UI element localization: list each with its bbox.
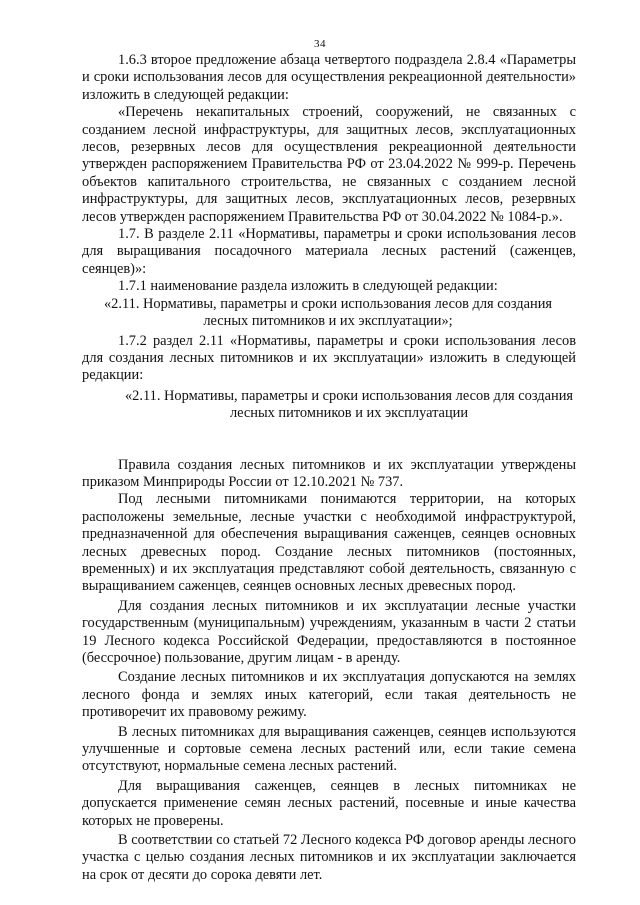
paragraph-lease-term: В соответствии со статьей 72 Лесного кодекса РФ договор аренды лесного участка с целью создания лесных питомников и их эксплуатации заключается на срок от десяти до сорока девяти лет. <box>82 832 576 883</box>
paragraph-1-6-3: 1.6.3 второе предложение абзаца четвертого подраздела 2.8.4 «Параметры и сроки использования лесов для осуществления рекреационной деятельности» изложить в следующей редакции: <box>82 52 576 103</box>
paragraph-1-7-2: 1.7.2 раздел 2.11 «Нормативы, параметры и сроки использования лесов для создания лесных питомников и их эксплуатации» изложить в следующей редакции: <box>82 332 576 384</box>
page-number: 34 <box>314 38 326 50</box>
spacer <box>82 423 576 457</box>
paragraph-quoted-list: «Перечень некапитальных строений, сооружений, не связанных с созданием лесной инфраструктуры, для защитных лесов, эксплуатационных лесов, резервных лесов для осуществления рекреационной деятельности утвержден распоряжением Правительства РФ от 23.04.2022 № 999-р. Перечень объектов капитального строительства, не связанных с созданием лесной инфраструктуры, для защитных лесов, эксплуатационных лесов, резервных лесов утвержден распоряжением Правительства РФ от 30.04.2022 № 1084-р.». <box>82 104 576 225</box>
document-body <box>82 52 576 884</box>
section-title-quote: «2.11. Нормативы, параметры и сроки использования лесов для создания лесных питомников и их эксплуатации»; <box>103 295 553 330</box>
paragraph-1-7: 1.7. В разделе 2.11 «Нормативы, параметры и сроки использования лесов для выращивания посадочного материала лесных растений (саженцев, сеянцев)»: <box>82 226 576 277</box>
paragraph-seed-restriction: Для выращивания саженцев, сеянцев в лесных питомниках не допускается применение семян лесных растений, посевные и иные качества которых не проверены. <box>82 777 576 829</box>
paragraph-1-7-1: 1.7.1 наименование раздела изложить в следующей редакции: <box>118 278 498 295</box>
paragraph-seeds: В лесных питомниках для выращивания саженцев, сеянцев используются улучшенные и сортовые семена лесных растений или, если такие семена отсутствуют, нормальные семена лесных растений. <box>82 723 576 775</box>
paragraph-definition: Под лесными питомниками понимаются территории, на которых расположены земельные, лесные участки с необходимой инфраструктурой, предназначенной для обеспечения выращивания саженцев, сеянцев основных лесных древесных пород. Создание лесных питомников (постоянных, временных) и их эксплуатация представляют собой деятельность, связанную с выращиванием саженцев, сеянцев основных лесных древесных пород. <box>82 491 576 595</box>
paragraph-allocation: Для создания лесных питомников и их эксплуатации лесные участки государственным (муниципальным) учреждениям, указанным в части 2 статьи 19 Лесного кодекса Российской Федерации, предоставляются в постоянное (бессрочное) пользование, другим лицам - в аренду. <box>82 597 576 666</box>
paragraph-rules: Правила создания лесных питомников и их эксплуатации утверждены приказом Минприроды России от 12.10.2021 № 737. <box>82 456 576 490</box>
paragraph-lands: Создание лесных питомников и их эксплуатация допускаются на землях лесного фонда и землях иных категорий, если такая деятельность не противоречит их правовому режиму. <box>82 669 576 721</box>
section-heading: «2.11. Нормативы, параметры и сроки использования лесов для создания лесных питомников и их эксплуатации <box>124 387 574 422</box>
